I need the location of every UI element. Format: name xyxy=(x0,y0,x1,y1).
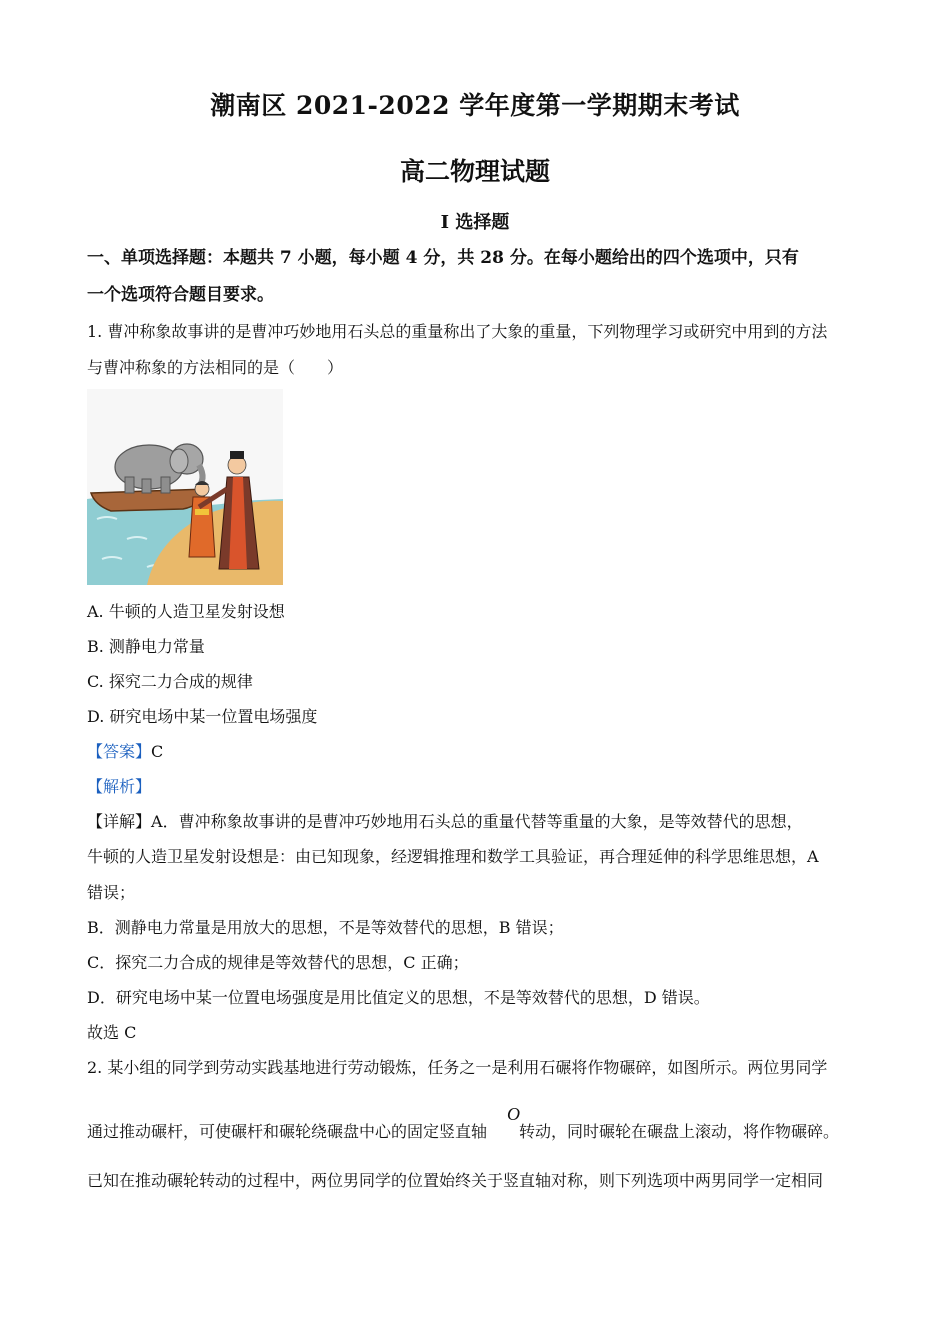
q2-stem-line-3: 已知在推动碾轮转动的过程中，两位男同学的位置始终关于竖直轴对称，则下列选项中两男同学一定相同 xyxy=(87,1171,824,1190)
q2-stem-line-1: 2. 某小组的同学到劳动实践基地进行劳动锻炼，任务之一是利用石碾将作物碾碎，如图所示。两位男同学 xyxy=(87,1058,828,1077)
q1-analysis-line xyxy=(87,777,862,797)
q1-answer-line xyxy=(87,742,862,762)
q1-detail-c: C．探究二力合成的规律是等效替代的思想，C 正确； xyxy=(87,953,469,972)
cao-chong-elephant-illustration xyxy=(87,389,283,585)
q1-detail-d: D．研究电场中某一位置电场强度是用比值定义的思想，不是等效替代的思想，D 错误。 xyxy=(87,988,710,1007)
q2-stem-line-2: 通过推动碾杆，可使碾杆和碾轮绕碾盘中心的固定竖直轴 转动，同时碾轮在碾盘上滚动，将作物碾碎。 xyxy=(87,1122,840,1141)
q1-option-a: A. 牛顿的人造卫星发射设想 xyxy=(87,602,285,621)
q1-option-b: B. 测静电力常量 xyxy=(87,637,205,656)
q1-stem-line-1: 1. 曹冲称象故事讲的是曹冲巧妙地用石头总的重量称出了大象的重量，下列物理学习或研究中用到的方法 xyxy=(87,322,828,341)
q1-detail-line-2: 牛顿的人造卫星发射设想是：由已知现象，经逻辑推理和数学工具验证，再合理延伸的科学思维思想，A xyxy=(87,847,819,866)
answer-value: C xyxy=(151,742,164,761)
q1-conclusion: 故选 C xyxy=(87,1023,137,1042)
q1-detail-b: B．测静电力常量是用放大的思想，不是等效替代的思想，B 错误； xyxy=(87,918,564,937)
detail-tag: 【详解】 xyxy=(87,812,152,831)
axis-symbol: O xyxy=(507,1104,520,1124)
answer-tag: 【答案】 xyxy=(87,742,152,761)
instructions-line-1: 一、单项选择题：本题共 7 小题，每小题 4 分，共 28 分。在每小题给出的四个选项中，只有 xyxy=(87,248,799,268)
exam-subtitle: 高二物理试题 xyxy=(399,157,550,186)
q1-detail-line-3: 错误； xyxy=(87,883,136,902)
q1-option-d: D. 研究电场中某一位置电场强度 xyxy=(87,707,318,726)
instructions-line-2: 一个选项符合题目要求。 xyxy=(87,285,274,305)
q1-detail-line-1 xyxy=(87,812,862,832)
detail-text-1: A．曹冲称象故事讲的是曹冲巧妙地用石头总的重量代替等重量的大象，是等效替代的思想， xyxy=(151,812,803,831)
section-heading: I 选择题 xyxy=(440,212,510,233)
exam-title: 潮南区 2021-2022 学年度第一学期期末考试 xyxy=(210,91,740,120)
q1-option-c: C. 探究二力合成的规律 xyxy=(87,672,253,691)
q1-stem-line-2: 与曹冲称象的方法相同的是（ ） xyxy=(87,358,344,377)
analysis-tag: 【解析】 xyxy=(87,777,152,796)
